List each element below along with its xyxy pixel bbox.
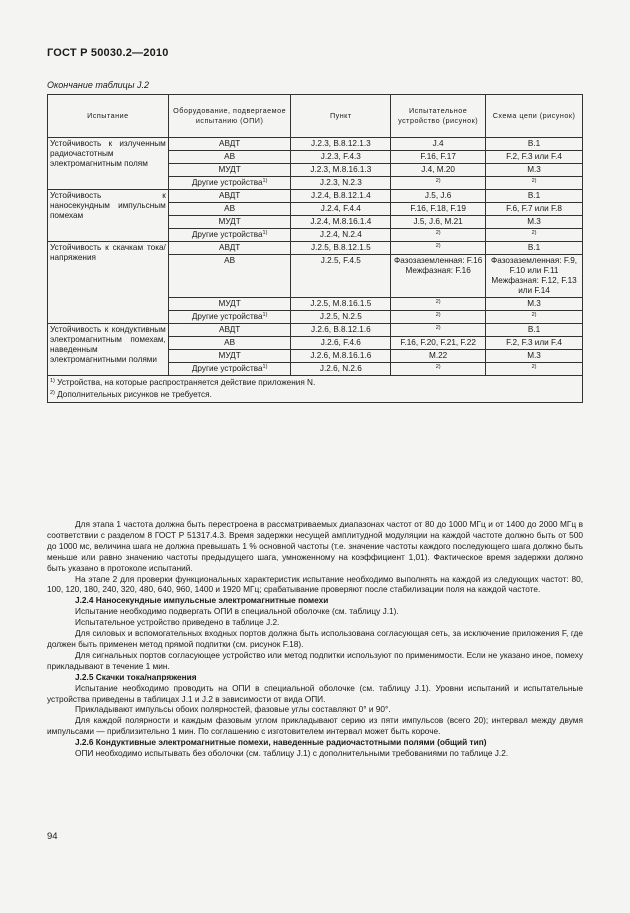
footnote-text: Дополнительных рисунков не требуется. xyxy=(54,390,212,399)
footnote-ref: 2) xyxy=(435,312,441,318)
cell-circuit xyxy=(486,255,583,298)
footnote-ref: 2) xyxy=(435,299,441,305)
cell-equipment xyxy=(168,190,291,203)
cell-test-device xyxy=(391,242,486,255)
footnote-ref: 2) xyxy=(531,230,537,236)
table-row xyxy=(48,324,583,337)
cell-test-device-text: F.16, F.20, F.21, F.22 xyxy=(400,338,476,347)
cell-test-device xyxy=(391,216,486,229)
footnote-ref: 2) xyxy=(531,312,537,318)
cell-equipment-text: Другие устройства xyxy=(191,312,263,321)
paragraph: Для сигнальных портов согласующее устройство или метод подпитки используют по применимости. Если не указано иное, помеху прикладывают в течение 1 мин. xyxy=(47,649,583,671)
cell-clause xyxy=(291,363,391,376)
cell-circuit xyxy=(486,216,583,229)
cell-equipment xyxy=(168,350,291,363)
footnote-ref: 2) xyxy=(435,230,441,236)
standard-header: ГОСТ Р 50030.2—2010 xyxy=(47,47,169,59)
section-heading: J.2.5 Скачки тока/напряжения xyxy=(75,671,197,682)
cell-circuit xyxy=(486,203,583,216)
cell-equipment xyxy=(168,298,291,311)
cell-test-device xyxy=(391,138,486,151)
cell-equipment-text: АВДТ xyxy=(218,191,241,200)
cell-test-device xyxy=(391,298,486,311)
section-heading: J.2.6 Кондуктивные электромагнитные помехи, наведенные радиочастотными полями (общий тип) xyxy=(75,737,487,748)
cell-test-device xyxy=(391,203,486,216)
cell-equipment-text: АВ xyxy=(224,338,236,347)
table-row xyxy=(48,190,583,203)
cell-equipment-text: МУДТ xyxy=(218,351,241,360)
cell-equipment xyxy=(168,138,291,151)
cell-circuit xyxy=(486,242,583,255)
paragraph: На этапе 2 для проверки функциональных характеристик испытание необходимо выполнять на каждой из следующих частот: 80, 100, 120, 180, 240, 320, 480, 640, 960, 1400 и 1920 МГц; срабатывание проверяют после стабилизации поля на каждой частоте. xyxy=(47,573,583,595)
cell-clause-text: J.2.6, B.8.12.1.6 xyxy=(311,325,371,334)
cell-test-device-text: J.4, M.20 xyxy=(421,165,455,174)
cell-clause xyxy=(291,151,391,164)
cell-test-name: Устойчивость к наносекундным импульсным помехам xyxy=(48,190,169,242)
cell-circuit-text: M.3 xyxy=(527,217,541,226)
cell-clause-text: J.2.4, N.2.4 xyxy=(319,230,362,239)
paragraph: Испытание необходимо подвергать ОПИ в специальной оболочке (см. таблицу J.1). xyxy=(75,606,399,617)
cell-test-device xyxy=(391,350,486,363)
footnote-1 xyxy=(50,377,580,389)
cell-circuit-text: M.3 xyxy=(527,351,541,360)
cell-clause-text: J.2.5, B.8.12.1.5 xyxy=(311,243,371,252)
cell-clause-text: J.2.6, M.8.16.1.6 xyxy=(310,351,372,360)
footnote-ref: 2) xyxy=(531,178,537,184)
cell-clause xyxy=(291,350,391,363)
cell-test-device-text: J.4 xyxy=(432,139,444,148)
cell-test-device-text: F.16, F.17 xyxy=(420,152,456,161)
footnote-ref: 1) xyxy=(262,178,268,184)
cell-circuit-text: Фазозаземленная: F.9, F.10 или F.11 Межфазная: F.12, F.13 или F.14 xyxy=(491,256,578,295)
cell-clause xyxy=(291,242,391,255)
cell-equipment xyxy=(168,151,291,164)
cell-circuit-text: B.1 xyxy=(527,191,541,200)
cell-clause-text: J.2.5, N.2.5 xyxy=(319,312,362,321)
column-header-equipment: Оборудование, подвергаемое испытанию (ОПИ) xyxy=(168,95,291,138)
footnote-ref: 2) xyxy=(531,364,537,370)
cell-circuit xyxy=(486,138,583,151)
cell-test-device-text: J.5, J.6, M.21 xyxy=(413,217,463,226)
cell-test-device xyxy=(391,229,486,242)
footnote-ref: 2) xyxy=(435,325,441,331)
cell-test-device xyxy=(391,190,486,203)
cell-test-device-text: M.22 xyxy=(429,351,448,360)
cell-clause xyxy=(291,255,391,298)
cell-test-device xyxy=(391,164,486,177)
cell-circuit xyxy=(486,229,583,242)
cell-circuit-text: B.1 xyxy=(527,325,541,334)
cell-circuit xyxy=(486,350,583,363)
cell-clause xyxy=(291,164,391,177)
cell-equipment xyxy=(168,363,291,376)
cell-circuit-text: F.2, F.3 или F.4 xyxy=(506,338,562,347)
column-header-clause: Пункт xyxy=(291,95,391,138)
footnote-ref: 2) xyxy=(435,243,441,249)
cell-clause xyxy=(291,229,391,242)
cell-clause-text: J.2.5, F.4.5 xyxy=(320,256,361,265)
cell-equipment xyxy=(168,203,291,216)
cell-circuit-text: F.2, F.3 или F.4 xyxy=(506,152,562,161)
paragraph: Для силовых и вспомогательных входных портов должна быть использована согласующая сеть, за исключение приложения F, где должен быть применен метод прямой подпитки (см. рисунок F.18). xyxy=(47,628,583,649)
cell-equipment-text: Другие устройства xyxy=(191,364,263,373)
cell-circuit xyxy=(486,324,583,337)
cell-equipment-text: АВ xyxy=(224,152,236,161)
cell-circuit xyxy=(486,363,583,376)
cell-clause xyxy=(291,177,391,190)
cell-equipment-text: Другие устройства xyxy=(191,178,263,187)
paragraph: Для этапа 1 частота должна быть перестроена в рассматриваемых диапазонах частот от 80 до 1000 МГц и от 1400 до 2000 МГц в соответствии с разделом 8 ГОСТ Р 51317.4.3. Время задержки несущей амплитудной модуляции на каждой частоте должно быть от 500 до 1000 мс, величина шага не должна превышать 1 % основной частоты (т.е. значение частоты каждого последующего шага должно быть меньше или равно значению частоты предыдущего шага, умноженному на коэффициент 1,01). Фактическое время задержки должно быть указано в протоколе испытаний. xyxy=(47,519,583,573)
table-row xyxy=(48,138,583,151)
cell-circuit-text: B.1 xyxy=(527,139,541,148)
footnotes xyxy=(48,376,583,403)
cell-circuit xyxy=(486,177,583,190)
table-caption: Окончание таблицы J.2 xyxy=(47,80,149,90)
cell-circuit xyxy=(486,311,583,324)
footnote-ref: 2) xyxy=(435,364,441,370)
footnote-ref: 1) xyxy=(262,230,268,236)
cell-clause-text: J.2.6, N.2.6 xyxy=(319,364,362,373)
test-table xyxy=(47,94,583,403)
cell-equipment-text: МУДТ xyxy=(218,165,241,174)
column-header-test: Испытание xyxy=(48,95,169,138)
cell-clause-text: J.2.3, N.2.3 xyxy=(319,178,362,187)
cell-circuit-text: M.3 xyxy=(527,165,541,174)
cell-circuit xyxy=(486,190,583,203)
cell-circuit xyxy=(486,298,583,311)
cell-clause xyxy=(291,311,391,324)
paragraph: Испытание необходимо проводить на ОПИ в специальной оболочке (см. таблицу J.1). Уровни испытаний и испытательные устройства приведены в таблицах J.1 и J.2 в зависимости от вида ОПИ. xyxy=(47,682,583,704)
footnote-2 xyxy=(50,389,580,401)
footnote-ref: 1) xyxy=(262,364,268,370)
paragraph: Для каждой полярности и каждым фазовым углом прикладывают серию из пяти импульсов (всего 20); интервал между двумя импульсами — приблизительно 1 мин. По соглашению с изготовителем интервал может быть короче. xyxy=(47,715,583,737)
footnote-text: Устройства, на которые распространяется действие приложения N. xyxy=(54,378,316,387)
cell-test-device xyxy=(391,151,486,164)
cell-equipment xyxy=(168,324,291,337)
cell-circuit xyxy=(486,151,583,164)
cell-clause xyxy=(291,190,391,203)
cell-clause-text: J.2.6, F.4.6 xyxy=(320,338,361,347)
cell-equipment xyxy=(168,216,291,229)
cell-test-device-text: F.16, F.18, F.19 xyxy=(410,204,466,213)
page-number: 94 xyxy=(47,831,58,842)
paragraph: Прикладывают импульсы обоих полярностей, фазовые углы составляют 0° и 90°. xyxy=(75,704,391,715)
cell-equipment-text: АВДТ xyxy=(218,325,241,334)
cell-test-name: Устойчивость к излученным радиочастотным электромагнитным полям xyxy=(48,138,169,190)
cell-clause-text: J.2.5, M.8.16.1.5 xyxy=(310,299,372,308)
cell-equipment-text: МУДТ xyxy=(218,299,241,308)
cell-test-device-text: J.5, J.6 xyxy=(424,191,452,200)
cell-equipment xyxy=(168,164,291,177)
cell-circuit-text: B.1 xyxy=(527,243,541,252)
cell-clause-text: J.2.3, B.8.12.1.3 xyxy=(311,139,371,148)
cell-clause xyxy=(291,203,391,216)
cell-circuit-text: M.3 xyxy=(527,299,541,308)
cell-test-device-text: Фазозаземленная: F.16 Межфазная: F.16 xyxy=(394,256,483,275)
column-header-test-device: Испытательное устройство (рисунок) xyxy=(391,95,486,138)
section-heading: J.2.4 Наносекундные импульсные электромагнитные помехи xyxy=(75,595,329,606)
footnote-mark: 1) xyxy=(50,378,55,384)
cell-test-device xyxy=(391,255,486,298)
footnote-ref: 2) xyxy=(435,178,441,184)
cell-clause-text: J.2.3, M.8.16.1.3 xyxy=(310,165,372,174)
cell-equipment xyxy=(168,177,291,190)
cell-equipment xyxy=(168,255,291,298)
cell-equipment-text: МУДТ xyxy=(218,217,241,226)
table-row xyxy=(48,242,583,255)
cell-test-device xyxy=(391,311,486,324)
cell-clause xyxy=(291,337,391,350)
cell-equipment xyxy=(168,242,291,255)
cell-circuit xyxy=(486,164,583,177)
cell-test-device xyxy=(391,324,486,337)
cell-test-device xyxy=(391,177,486,190)
cell-test-device xyxy=(391,337,486,350)
cell-clause xyxy=(291,216,391,229)
cell-clause-text: J.2.4, M.8.16.1.4 xyxy=(310,217,372,226)
cell-equipment-text: АВДТ xyxy=(218,139,241,148)
cell-test-name: Устойчивость к кондуктивным электромагнитным помехам, наведенным электромагнитными полями xyxy=(48,324,169,376)
cell-clause xyxy=(291,324,391,337)
cell-circuit xyxy=(486,337,583,350)
cell-equipment xyxy=(168,337,291,350)
cell-equipment xyxy=(168,311,291,324)
body-text xyxy=(47,519,583,759)
cell-equipment xyxy=(168,229,291,242)
cell-test-device xyxy=(391,363,486,376)
cell-equipment-text: АВ xyxy=(224,204,236,213)
cell-test-name: Устойчивость к скачкам тока/напряжения xyxy=(48,242,169,324)
cell-equipment-text: АВДТ xyxy=(218,243,241,252)
cell-clause-text: J.2.4, B.8.12.1.4 xyxy=(311,191,371,200)
cell-clause xyxy=(291,138,391,151)
footnote-mark: 2) xyxy=(50,390,55,396)
cell-circuit-text: F.6, F.7 или F.8 xyxy=(506,204,562,213)
column-header-circuit: Схема цепи (рисунок) xyxy=(486,95,583,138)
cell-clause-text: J.2.3, F.4.3 xyxy=(320,152,361,161)
cell-clause-text: J.2.4, F.4.4 xyxy=(320,204,361,213)
table-header-row xyxy=(48,95,583,138)
paragraph: ОПИ необходимо испытывать без оболочки (см. таблицу J.1) с дополнительными требованиями по таблице J.2. xyxy=(75,748,509,759)
cell-clause xyxy=(291,298,391,311)
cell-equipment-text: АВ xyxy=(224,256,236,265)
footnote-ref: 1) xyxy=(262,312,268,318)
cell-equipment-text: Другие устройства xyxy=(191,230,263,239)
footnotes-row xyxy=(48,376,583,403)
paragraph: Испытательное устройство приведено в таблице J.2. xyxy=(75,617,280,628)
